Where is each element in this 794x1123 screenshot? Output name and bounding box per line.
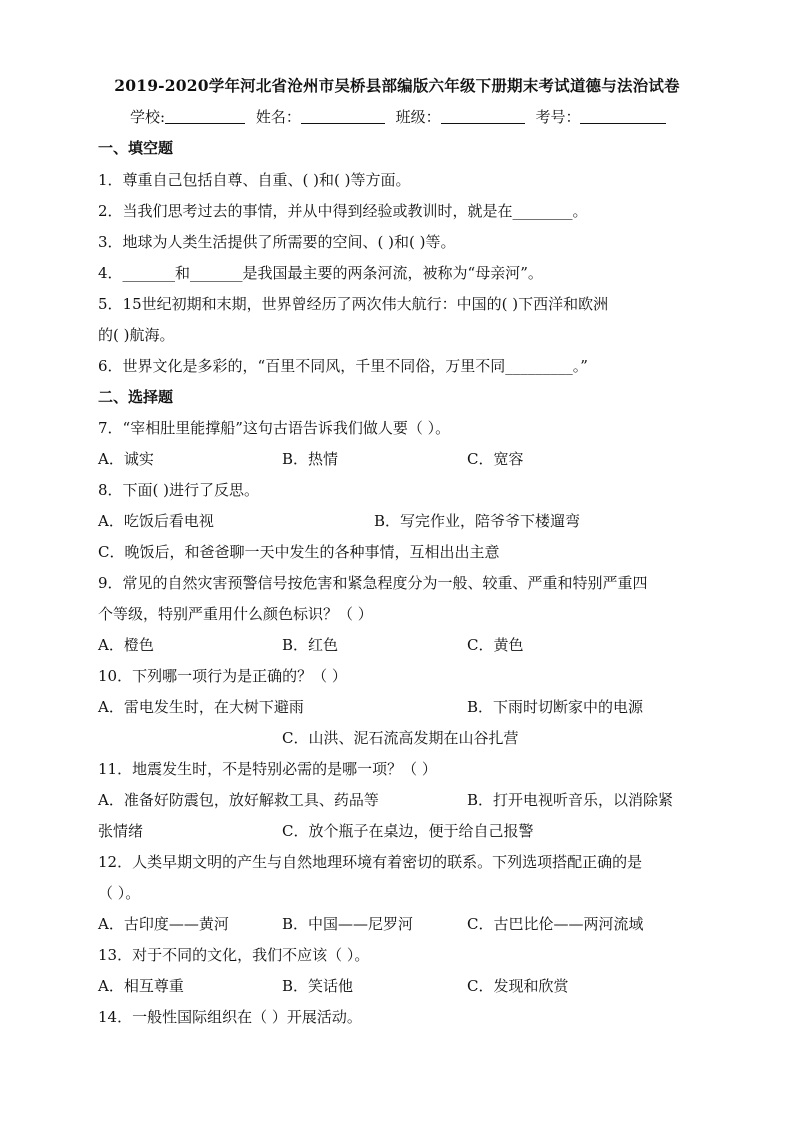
question-9-line-1: 9．常见的自然灾害预警信号按危害和紧急程度分为一般、较重、严重和特别严重四: [98, 574, 648, 592]
section-heading-fill-blank: 一、填空题: [98, 139, 174, 157]
question-2: 2．当我们思考过去的事情，并从中得到经验或教训时，就是在________。: [98, 202, 588, 220]
section-heading-multiple-choice: 二、选择题: [98, 388, 174, 406]
school-blank[interactable]: [165, 109, 245, 124]
name-label: 姓名：: [255, 108, 301, 126]
question-9-option-a: A．橙色: [98, 636, 154, 654]
question-12-option-b: B．中国——尼罗河: [282, 915, 414, 933]
question-12-line-2: （ ）。: [98, 884, 141, 902]
question-11-option-c: C．放个瓶子在桌边，便于给自己报警: [282, 822, 534, 840]
question-5-line-1: 5．15世纪初期和末期，世界曾经历了两次伟大航行：中国的( )下西洋和欧洲: [98, 295, 609, 313]
question-3: 3．地球为人类生活提供了所需要的空间、( )和( )等。: [98, 233, 456, 251]
question-13-option-a: A．相互尊重: [98, 977, 184, 995]
question-14: 14．一般性国际组织在（ ）开展活动。: [98, 1008, 362, 1026]
question-8: 8．下面( )进行了反思。: [98, 481, 260, 499]
question-12-line-1: 12．人类早期文明的产生与自然地理环境有着密切的联系。下列选项搭配正确的是: [98, 853, 643, 871]
student-info-row: [130, 106, 672, 127]
question-11-option-b-line-2: 张情绪: [98, 822, 144, 840]
question-1: 1．尊重自己包括自尊、自重、( )和( )等方面。: [98, 171, 411, 189]
exam-title: 2019-2020学年河北省沧州市吴桥县部编版六年级下册期末考试道德与法治试卷: [114, 76, 680, 95]
question-11-option-a: A．准备好防震包，放好解救工具、药品等: [98, 791, 379, 809]
question-13: 13．对于不同的文化，我们不应该（ ）。: [98, 946, 370, 964]
name-blank[interactable]: [301, 109, 385, 124]
question-13-option-c: C．发现和欣赏: [467, 977, 569, 995]
class-label: 班级：: [395, 108, 441, 126]
question-8-option-c: C．晚饭后，和爸爸聊一天中发生的各种事情，互相出出主意: [98, 543, 500, 561]
class-blank[interactable]: [441, 109, 525, 124]
question-9-line-2: 个等级，特别严重用什么颜色标识？（ ）: [98, 605, 373, 623]
question-4: 4．_______和_______是我国最主要的两条河流，被称为“母亲河”。: [98, 264, 543, 282]
question-10: 10．下列哪一项行为是正确的？（ ）: [98, 667, 347, 685]
school-label: 学校:: [130, 108, 166, 126]
question-5-line-2: 的( )航海。: [98, 326, 175, 344]
question-7-option-c: C．宽容: [467, 450, 524, 468]
question-9-option-c: C．黄色: [467, 636, 524, 654]
question-11-option-b-line-1: B．打开电视听音乐，以消除紧: [467, 791, 674, 809]
question-7: 7．“宰相肚里能撑船”这句古语告诉我们做人要（ ）。: [98, 419, 451, 437]
question-11: 11．地震发生时，不是特别必需的是哪一项？（ ）: [98, 760, 437, 778]
question-12-option-a: A．古印度——黄河: [98, 915, 229, 933]
question-8-option-a: A．吃饭后看电视: [98, 512, 214, 530]
exam-number-label: 考号：: [535, 108, 581, 126]
question-7-option-b: B．热情: [282, 450, 339, 468]
question-7-option-a: A．诚实: [98, 450, 154, 468]
question-8-option-b: B．写完作业，陪爷爷下楼遛弯: [374, 512, 581, 530]
question-10-option-b: B．下雨时切断家中的电源: [467, 698, 644, 716]
question-10-option-c: C．山洪、泥石流高发期在山谷扎营: [282, 729, 519, 747]
exam-number-blank[interactable]: [580, 109, 666, 124]
question-6: 6．世界文化是多彩的，“百里不同风，千里不同俗，万里不同_________。”: [98, 357, 588, 375]
question-10-option-a: A．雷电发生时，在大树下避雨: [98, 698, 304, 716]
question-13-option-b: B．笑话他: [282, 977, 354, 995]
question-12-option-c: C．古巴比伦——两河流域: [467, 915, 644, 933]
question-9-option-b: B．红色: [282, 636, 339, 654]
